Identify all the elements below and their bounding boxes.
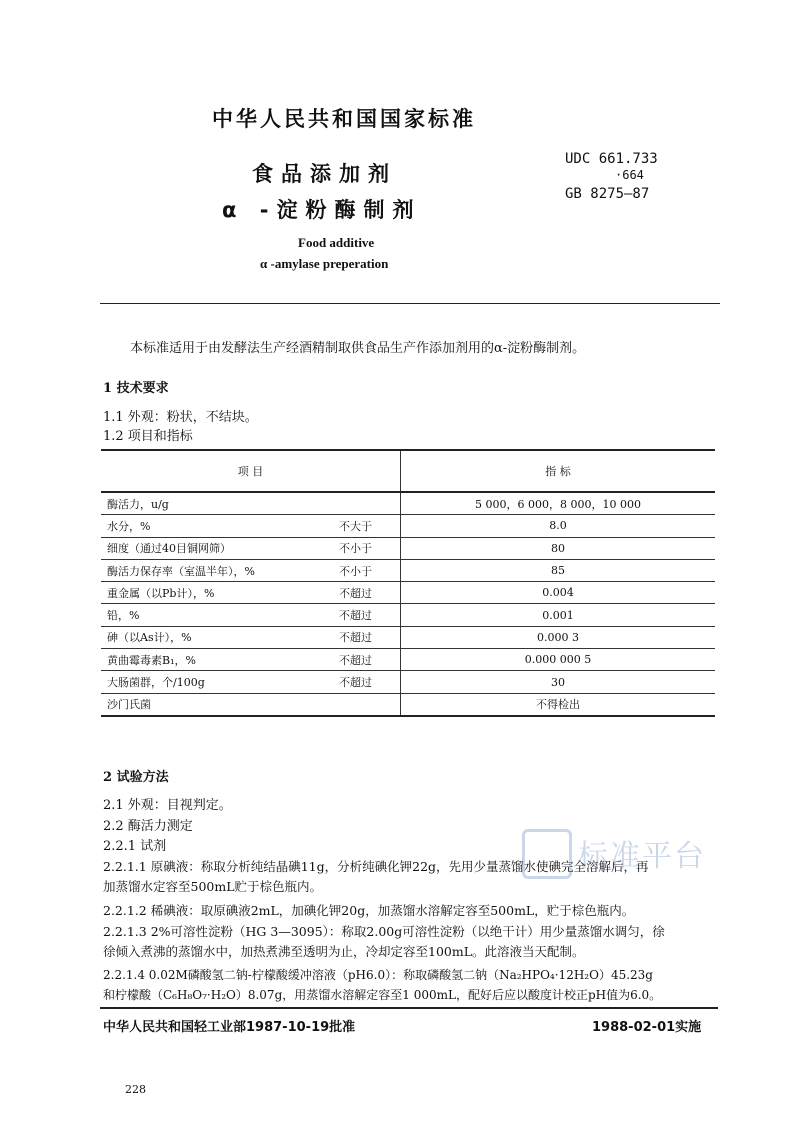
row-limit: 不大于: [333, 515, 401, 537]
watermark-logo: [522, 825, 722, 881]
table-row: [101, 671, 715, 693]
udc-code: UDC 661.733: [565, 151, 658, 167]
row-item: 黄曲霉毒素B₁，%: [101, 649, 333, 671]
effective-date: 1988-02-01实施: [592, 1020, 702, 1035]
row-item: 大肠菌群，个/100g: [101, 671, 333, 693]
header-divider: [100, 303, 720, 304]
gb-code: GB 8275—87: [565, 186, 650, 202]
row-item: 重金属（以Pb计），%: [101, 582, 333, 604]
item-2-2-1-3-cont: 徐倾入煮沸的蒸馏水中，加热煮沸至透明为止，冷却定容至100mL。此溶液当天配制。: [103, 944, 585, 959]
table-header-value: 指 标: [401, 450, 716, 492]
table-header-item: 项 目: [101, 450, 401, 492]
title-line-2: α -淀粉酶制剂: [222, 198, 422, 222]
row-limit: 不超过: [333, 649, 401, 671]
row-limit: 不超过: [333, 671, 401, 693]
page-number: 228: [125, 1083, 146, 1096]
watermark-icon: [522, 829, 572, 879]
row-limit: 不超过: [333, 626, 401, 648]
item-2-2-1-1: 2.2.1.1 原碘液：称取分析纯结晶碘11g，分析纯碘化钾22g，先用少量蒸馏水使碘完全溶解后，再: [103, 859, 649, 874]
row-value: 0.000 3: [401, 626, 716, 648]
row-value: 不得检出: [401, 693, 716, 716]
udc-code-sub: ·664: [615, 168, 644, 182]
row-limit: [333, 492, 401, 515]
row-item: 砷（以As计），%: [101, 626, 333, 648]
item-2-2-1-1-cont: 加蒸馏水定容至500mL贮于棕色瓶内。: [103, 879, 323, 894]
row-value: 8.0: [401, 515, 716, 537]
row-item: 酶活力保存率（室温半年），%: [101, 559, 333, 581]
row-value: 5 000，6 000，8 000，10 000: [401, 492, 716, 515]
table-row: [101, 693, 715, 716]
standard-title: 中华人民共和国国家标准: [212, 107, 476, 131]
spec-table: [101, 449, 715, 717]
item-2-2: 2.2 酶活力测定: [103, 819, 193, 834]
approval-note: 中华人民共和国轻工业部1987-10-19批准: [103, 1020, 356, 1035]
table-row: [101, 515, 715, 537]
section-1-heading: 1 技术要求: [103, 381, 169, 396]
table-row: [101, 604, 715, 626]
scope-paragraph: 本标准适用于由发酵法生产经酒精制取供食品生产作添加剂用的α-淀粉酶制剂。: [130, 341, 586, 356]
table-row: [101, 626, 715, 648]
table-row: [101, 492, 715, 515]
table-row: [101, 649, 715, 671]
row-limit: [333, 693, 401, 716]
item-2-2-1: 2.2.1 试剂: [103, 839, 167, 854]
item-1-2: 1.2 项目和指标: [103, 429, 193, 444]
row-value: 0.001: [401, 604, 716, 626]
table-row: [101, 582, 715, 604]
title-line-1: 食品添加剂: [252, 162, 397, 186]
row-value: 30: [401, 671, 716, 693]
row-value: 0.000 000 5: [401, 649, 716, 671]
row-item: 铅，%: [101, 604, 333, 626]
row-limit: 不超过: [333, 582, 401, 604]
row-limit: 不小于: [333, 559, 401, 581]
item-2-2-1-4: 2.2.1.4 0.02M磷酸氢二钠-柠檬酸缓冲溶液（pH6.0）：称取磷酸氢二钠（Na₂HPO₄·12H₂O）45.23g: [103, 968, 653, 982]
title-en-line-1: Food additive: [298, 235, 375, 250]
table-row: [101, 537, 715, 559]
row-item: 酶活力，u/g: [101, 492, 333, 515]
row-item: 沙门氏菌: [101, 693, 333, 716]
title-en-line-2: α -amylase preperation: [260, 256, 389, 271]
item-2-2-1-4-cont: 和柠檬酸（C₆H₈O₇·H₂O）8.07g，用蒸馏水溶解定容至1 000mL，配好后应以酸度计校正pH值为6.0。: [103, 988, 662, 1002]
item-1-1: 1.1 外观：粉状，不结块。: [103, 410, 258, 425]
row-limit: 不超过: [333, 604, 401, 626]
row-value: 80: [401, 537, 716, 559]
row-limit: 不小于: [333, 537, 401, 559]
footer-divider: [100, 1007, 718, 1009]
item-2-2-1-3: 2.2.1.3 2%可溶性淀粉（HG 3—3095）：称取2.00g可溶性淀粉（以绝干计）用少量蒸馏水调匀，徐: [103, 924, 665, 939]
section-2-heading: 2 试验方法: [103, 770, 169, 785]
row-value: 85: [401, 559, 716, 581]
row-item: 细度（通过40目铜网筛）: [101, 537, 333, 559]
item-2-1: 2.1 外观：目视判定。: [103, 798, 232, 813]
item-2-2-1-2: 2.2.1.2 稀碘液：取原碘液2mL，加碘化钾20g，加蒸馏水溶解定容至500mL，贮于棕色瓶内。: [103, 903, 635, 918]
row-value: 0.004: [401, 582, 716, 604]
table-row: [101, 559, 715, 581]
watermark-text: 标准平台: [578, 839, 706, 874]
row-item: 水分，%: [101, 515, 333, 537]
table-header-row: [101, 450, 715, 492]
